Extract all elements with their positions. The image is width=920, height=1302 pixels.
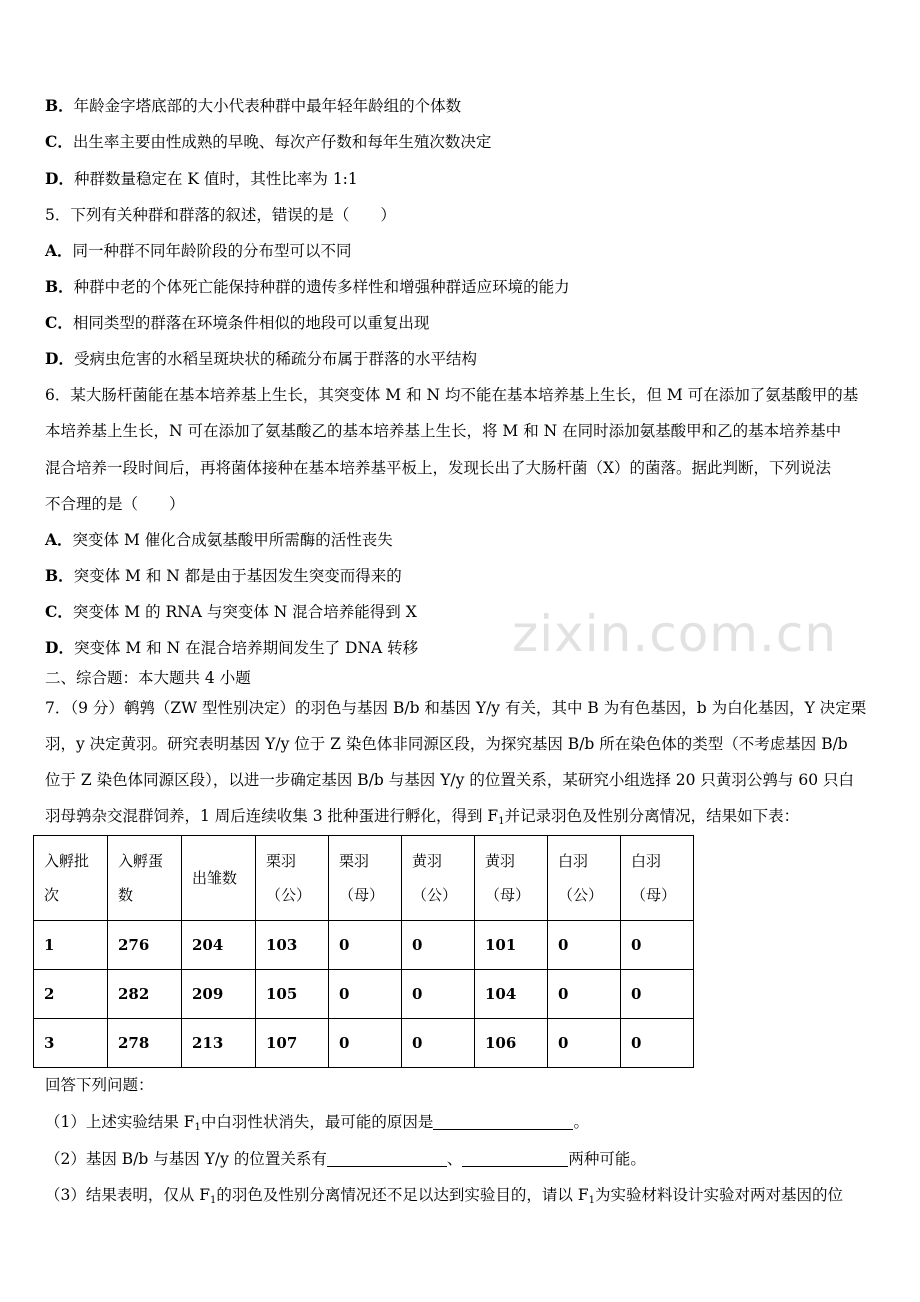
table-cell: 0 <box>402 970 475 1019</box>
q7-stem-line: 7．（9 分）鹌鹑（ZW 型性别决定）的羽色与基因 B/b 和基因 Y/y 有关，其中 B 为有色基因，b 为白化基因，Y 决定栗 <box>45 699 867 717</box>
sub-question-2: （2）基因 B/b 与基因 Y/y 的位置关系有 、 两种可能。 <box>45 1150 646 1168</box>
table-header-cell: 出雏数 <box>182 836 256 921</box>
table-cell: 204 <box>182 921 256 970</box>
table-header-cell: 入孵批 次 <box>34 836 108 921</box>
table-header-cell: 白羽 （母） <box>621 836 694 921</box>
q4-option-b: B．年龄金字塔底部的大小代表种群中最年轻年龄组的个体数 <box>45 96 462 115</box>
sub-question-1: （1）上述实验结果 $F_1$中白羽性状消失，最可能的原因是 。 <box>45 1113 589 1133</box>
table-header-cell: 白羽 （公） <box>548 836 621 921</box>
table-header-cell: 栗羽 （母） <box>329 836 402 921</box>
table-cell: 0 <box>402 1019 475 1068</box>
q5-option-a: A．同一种群不同年龄阶段的分布型可以不同 <box>45 241 352 260</box>
table-header-row <box>34 836 694 921</box>
table-header-cell: 栗羽 （公） <box>256 836 329 921</box>
results-table <box>33 835 694 1068</box>
table-cell: 282 <box>108 970 182 1019</box>
q7-stem-line: 位于 Z 染色体同源区段），以进一步确定基因 B/b 与基因 Y/y 的位置关系，某研究小组选择 20 只黄羽公鹑与 60 只白 <box>45 771 854 789</box>
table-cell: 0 <box>329 921 402 970</box>
sub-question-3: （3）结果表明，仅从 $F_1$的羽色及性别分离情况还不足以达到实验目的，请以 $F_1$为实验材料设计实验对两对基因的位 <box>45 1186 843 1206</box>
table-cell: 213 <box>182 1019 256 1068</box>
table-cell: 3 <box>34 1019 108 1068</box>
answer-blank[interactable] <box>462 1151 568 1167</box>
q6-option-b: B．突变体 M 和 N 都是由于基因发生突变而得来的 <box>45 566 402 585</box>
table-cell: 106 <box>475 1019 548 1068</box>
q6-option-a: A．突变体 M 催化合成氨基酸甲所需酶的活性丧失 <box>45 530 393 549</box>
section-heading: 二、综合题：本大题共 4 小题 <box>45 669 251 687</box>
q5-option-d: D．受病虫危害的水稻呈斑块状的稀疏分布属于群落的水平结构 <box>45 349 477 368</box>
q5-option-c: C．相同类型的群落在环境条件相似的地段可以重复出现 <box>45 313 430 332</box>
table-cell: 0 <box>402 921 475 970</box>
table-cell: 0 <box>621 921 694 970</box>
q6-option-c: C．突变体 M 的 RNA 与突变体 N 混合培养能得到 X <box>45 602 417 621</box>
q5-stem: 5．下列有关种群和群落的叙述，错误的是（ ） <box>45 206 396 224</box>
table-cell: 0 <box>329 970 402 1019</box>
q7-stem-line: 羽，y 决定黄羽。研究表明基因 Y/y 位于 Z 染色体非同源区段，为探究基因 B/b 所在染色体的类型（不考虑基因 B/b <box>45 735 848 753</box>
table-header-cell: 黄羽 （公） <box>402 836 475 921</box>
table-cell: 101 <box>475 921 548 970</box>
table-cell: 0 <box>548 1019 621 1068</box>
table-cell: 1 <box>34 921 108 970</box>
answer-blank[interactable] <box>433 1114 573 1130</box>
table-cell: 0 <box>548 970 621 1019</box>
q5-option-b: B．种群中老的个体死亡能保持种群的遗传多样性和增强种群适应环境的能力 <box>45 277 570 296</box>
table-cell: 209 <box>182 970 256 1019</box>
table-header-cell: 黄羽 （母） <box>475 836 548 921</box>
q6-stem-line: 混合培养一段时间后，再将菌体接种在基本培养基平板上，发现长出了大肠杆菌（X）的菌落。据此判断，下列说法 <box>45 459 832 477</box>
table-row <box>34 921 694 970</box>
table-cell: 107 <box>256 1019 329 1068</box>
q4-option-d: D．种群数量稳定在 K 值时，其性比率为 1:1 <box>45 169 358 188</box>
table-cell: 278 <box>108 1019 182 1068</box>
q6-stem-line: 6．某大肠杆菌能在基本培养基上生长，其突变体 M 和 N 均不能在基本培养基上生长，但 M 可在添加了氨基酸甲的基 <box>45 386 859 404</box>
watermark: zixin.com.cn <box>512 605 838 663</box>
q6-option-d: D．突变体 M 和 N 在混合培养期间发生了 DNA 转移 <box>45 638 419 657</box>
table-header-cell: 入孵蛋 数 <box>108 836 182 921</box>
table-row <box>34 970 694 1019</box>
table-cell: 2 <box>34 970 108 1019</box>
table-cell: 0 <box>329 1019 402 1068</box>
table-cell: 103 <box>256 921 329 970</box>
table-row <box>34 1019 694 1068</box>
table-cell: 105 <box>256 970 329 1019</box>
answer-blank[interactable] <box>327 1151 447 1167</box>
table-cell: 104 <box>475 970 548 1019</box>
q4-option-c: C．出生率主要由性成熟的早晚、每次产仔数和每年生殖次数决定 <box>45 132 492 151</box>
answer-intro: 回答下列问题： <box>45 1076 154 1094</box>
q7-stem-line: 羽母鹑杂交混群饲养，1 周后连续收集 3 批种蛋进行孵化，得到 $F_1$并记录羽色及性别分离情况，结果如下表： <box>45 807 800 827</box>
table-cell: 0 <box>548 921 621 970</box>
table-cell: 0 <box>621 1019 694 1068</box>
q6-stem-line: 本培养基上生长，N 可在添加了氨基酸乙的基本培养基上生长，将 M 和 N 在同时添加氨基酸甲和乙的基本培养基中 <box>45 422 842 440</box>
q6-stem-line: 不合理的是（ ） <box>45 495 185 513</box>
table-cell: 276 <box>108 921 182 970</box>
table-cell: 0 <box>621 970 694 1019</box>
